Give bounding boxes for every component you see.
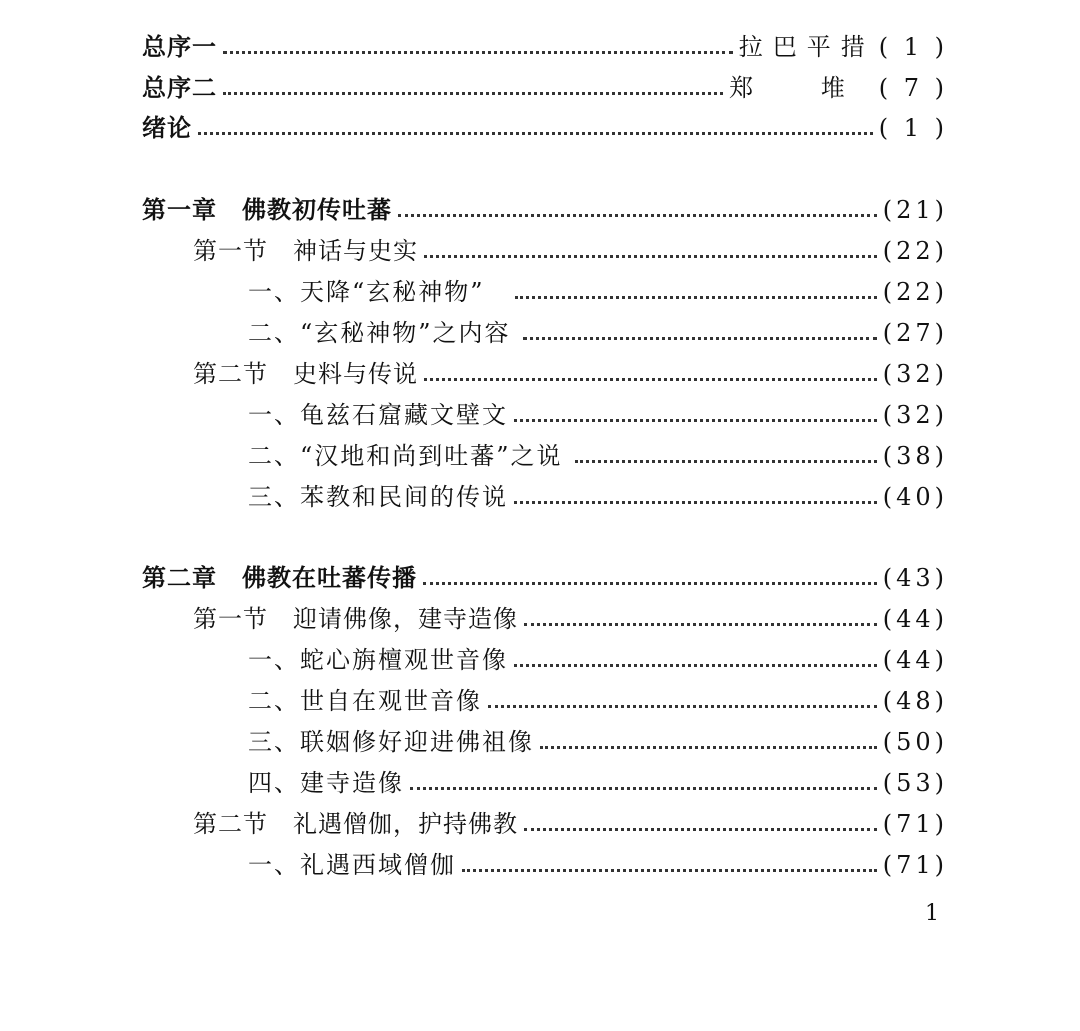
dot-leader — [198, 108, 873, 149]
toc-entry-page: (71) — [882, 851, 948, 879]
toc-entry-author: 拉巴平措 — [738, 33, 875, 61]
dot-leader — [424, 354, 877, 395]
toc-entry-introduction[interactable] — [142, 108, 948, 149]
toc-entry-page: (32) — [882, 360, 948, 388]
dot-leader — [398, 190, 877, 231]
toc-entry-ch1-s2-item-3[interactable] — [248, 477, 948, 518]
toc-entry-ch2-s1-item-1[interactable] — [248, 640, 948, 681]
toc-entry-ch1-section-1[interactable] — [193, 231, 948, 272]
toc-entry-page: (22) — [882, 278, 948, 306]
toc-entry-page: (21) — [882, 196, 948, 224]
toc-entry-ch1-s2-item-1[interactable] — [248, 395, 948, 436]
toc-entry-page: (27) — [882, 319, 948, 347]
toc-entry-preface-2[interactable] — [142, 68, 948, 109]
toc-entry-title: 一、礼遇西域僧伽 — [248, 851, 456, 879]
toc-entry-page: (44) — [882, 605, 948, 633]
toc-entry-ch1-s1-item-1[interactable] — [248, 272, 948, 313]
toc-entry-title: 第二节 史料与传说 — [193, 360, 418, 388]
toc-entry-title: 第一节 神话与史实 — [193, 237, 418, 265]
toc-entry-title: 四、建寺造像 — [248, 769, 404, 797]
toc-entry-page: (43) — [882, 564, 948, 592]
toc-entry-page: (44) — [882, 646, 948, 674]
toc-entry-title: 第一节 迎请佛像，建寺造像 — [193, 605, 518, 633]
toc-entry-ch1-section-2[interactable] — [193, 354, 948, 395]
toc-entry-ch2-section-2[interactable] — [193, 804, 948, 845]
toc-entry-title: 总序一 — [142, 33, 217, 61]
toc-entry-title: 二、“玄秘神物”之内容 — [248, 319, 511, 347]
dot-leader — [515, 272, 877, 313]
toc-entry-ch2-s1-item-3[interactable] — [248, 722, 948, 763]
dot-leader — [540, 722, 877, 763]
toc-entry-page: (71) — [882, 810, 948, 838]
toc-entry-ch1-s2-item-2[interactable] — [248, 436, 948, 477]
dot-leader — [514, 640, 877, 681]
dot-leader — [423, 558, 877, 599]
toc-entry-title: 二、世自在观世音像 — [248, 687, 482, 715]
toc-entry-page: (53) — [882, 769, 948, 797]
toc-entry-ch1-s1-item-2[interactable] — [248, 313, 948, 354]
dot-leader — [523, 313, 877, 354]
toc-entry-author: 郑 堆 — [729, 74, 875, 102]
dot-leader — [488, 681, 877, 722]
toc-entry-page: (22) — [882, 237, 948, 265]
toc-entry-page: (38) — [882, 442, 948, 470]
toc-entry-title: 第二节 礼遇僧伽，护持佛教 — [193, 810, 518, 838]
toc-entry-title: 总序二 — [142, 74, 217, 102]
toc-entry-page: ( 1 ) — [878, 114, 948, 142]
toc-entry-page: ( 1 ) — [878, 33, 948, 61]
toc-entry-page: (50) — [882, 728, 948, 756]
toc-entry-ch2-section-1[interactable] — [193, 599, 948, 640]
toc-entry-title: 三、苯教和民间的传说 — [248, 483, 508, 511]
dot-leader — [575, 436, 877, 477]
toc-entry-page: (40) — [882, 483, 948, 511]
toc-entry-page: (48) — [882, 687, 948, 715]
toc-entry-ch2-s1-item-4[interactable] — [248, 763, 948, 804]
toc-entry-title: 三、联姻修好迎进佛祖像 — [248, 728, 534, 756]
dot-leader — [223, 68, 723, 109]
page-number: 1 — [925, 901, 939, 926]
dot-leader — [410, 763, 877, 804]
dot-leader — [524, 599, 877, 640]
toc-entry-chapter-1[interactable] — [142, 190, 948, 231]
toc-entry-ch2-s2-item-1[interactable] — [248, 845, 948, 886]
toc-entry-page: ( 7 ) — [878, 74, 948, 102]
dot-leader — [223, 27, 733, 68]
toc-entry-chapter-2[interactable] — [142, 558, 948, 599]
toc-entry-title: 第一章 佛教初传吐蕃 — [142, 196, 392, 224]
toc-entry-preface-1[interactable] — [142, 27, 948, 68]
toc-entry-title: 一、天降“玄秘神物” — [248, 278, 485, 306]
toc-entry-title: 二、“汉地和尚到吐蕃”之说 — [248, 442, 563, 470]
dot-leader — [514, 477, 877, 518]
toc-entry-ch2-s1-item-2[interactable] — [248, 681, 948, 722]
toc-entry-page: (32) — [882, 401, 948, 429]
toc-entry-title: 一、蛇心旃檀观世音像 — [248, 646, 508, 674]
dot-leader — [514, 395, 877, 436]
toc-entry-title: 一、龟兹石窟藏文壁文 — [248, 401, 508, 429]
toc-entry-title: 第二章 佛教在吐蕃传播 — [142, 564, 417, 592]
dot-leader — [462, 845, 877, 886]
dot-leader — [424, 231, 877, 272]
toc-entry-title: 绪论 — [142, 114, 192, 142]
dot-leader — [524, 804, 877, 845]
